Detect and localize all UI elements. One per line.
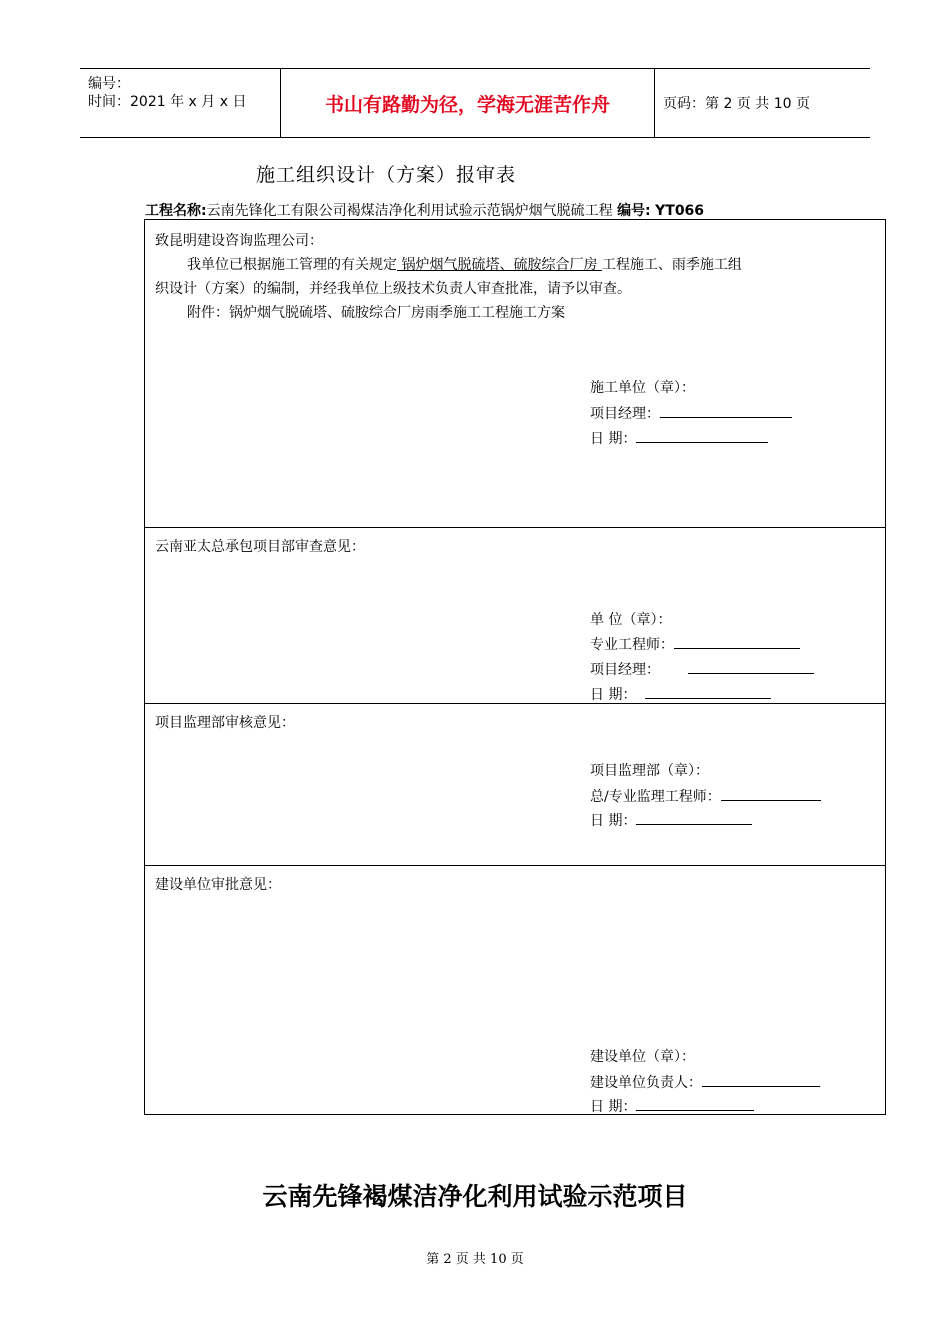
sign-owner-person-label: 建设单位负责人：: [590, 1075, 702, 1091]
project-code-label: 编号:: [617, 203, 651, 219]
signature-line: [674, 633, 800, 649]
body-underlined-project: 锅炉烟气脱硫塔、硫胺综合厂房: [397, 257, 602, 273]
sign-owner-unit: 建设单位（章）：: [590, 1049, 695, 1065]
request-body-line2: 织设计（方案）的编制，并经我单位上级技术负责人审查批准，请予以审查。: [155, 281, 631, 297]
sign-date-row: [590, 427, 768, 448]
project-name-value: 云南先锋化工有限公司褐煤洁净化利用试验示范锅炉烟气脱硫工程: [206, 203, 613, 219]
date-line: [636, 1095, 754, 1111]
body-suffix: 工程施工、雨季施工组: [601, 257, 742, 273]
header-page-info: 页码：第 2 页 共 10 页: [663, 96, 810, 112]
document-title: 施工组织设计（方案）报审表: [256, 164, 517, 186]
attachment-line: 附件：锅炉烟气脱硫塔、硫胺综合厂房雨季施工工程施工方案: [187, 305, 565, 321]
sign-unit-stamp: 单 位（章）：: [590, 612, 672, 628]
date-line: [636, 427, 768, 443]
sign-manager-row: [590, 658, 814, 679]
sign-project-manager-row: [590, 402, 792, 423]
owner-heading: 建设单位审批意见：: [155, 877, 281, 893]
date-label: 时间：2021 年 x 月 x 日: [88, 94, 247, 110]
general-contractor-section: [145, 528, 885, 704]
sign-owner-person-row: [590, 1071, 820, 1092]
sign-date-label: 日 期：: [590, 687, 637, 703]
sign-supervision-engineer-label: 总/专业监理工程师：: [590, 789, 721, 805]
sign-engineer-row: [590, 633, 800, 654]
signature-line: [688, 658, 814, 674]
page-header: [80, 68, 870, 138]
supervision-section: [145, 704, 885, 866]
addressee: 致昆明建设咨询监理公司：: [155, 233, 323, 249]
page-number: 第 2 页 共 10 页: [426, 1252, 524, 1267]
signature-line: [702, 1071, 820, 1087]
review-form-table: [144, 219, 886, 1115]
signature-line: [721, 785, 821, 801]
sign-date-label: 日 期：: [590, 813, 637, 829]
signature-line: [660, 402, 792, 418]
project-footer-title: 云南先锋褐煤洁净化利用试验示范项目: [262, 1182, 688, 1211]
date-line: [645, 683, 771, 699]
contractor-section: [145, 220, 885, 528]
sign-manager-label: 项目经理：: [590, 662, 660, 678]
sign-date-row: [590, 1095, 754, 1116]
sign-contractor-unit: 施工单位（章）：: [590, 380, 695, 396]
date-line: [636, 809, 752, 825]
sign-project-manager-label: 项目经理：: [590, 406, 660, 422]
sign-supervision-unit: 项目监理部（章）：: [590, 763, 709, 779]
supervision-heading: 项目监理部审核意见：: [155, 715, 295, 731]
request-body-line1: [187, 254, 742, 274]
sign-date-row: [590, 809, 752, 830]
project-line: [145, 200, 704, 220]
sign-engineer-label: 专业工程师：: [590, 637, 674, 653]
sign-date-label: 日 期：: [590, 431, 637, 447]
sign-date-label: 日 期：: [590, 1099, 637, 1115]
owner-section: [145, 866, 885, 1114]
sign-supervision-engineer-row: [590, 785, 821, 806]
sign-date-row: [590, 683, 771, 704]
header-motto: 书山有路勤为径，学海无涯苦作舟: [281, 69, 655, 137]
header-left-cell: [80, 69, 281, 137]
body-prefix: 我单位已根据施工管理的有关规定: [187, 257, 397, 273]
number-label: 编号：: [88, 76, 130, 92]
project-code-value: YT066: [655, 203, 705, 219]
project-name-label: 工程名称:: [145, 203, 207, 219]
general-contractor-heading: 云南亚太总承包项目部审查意见：: [155, 539, 365, 555]
